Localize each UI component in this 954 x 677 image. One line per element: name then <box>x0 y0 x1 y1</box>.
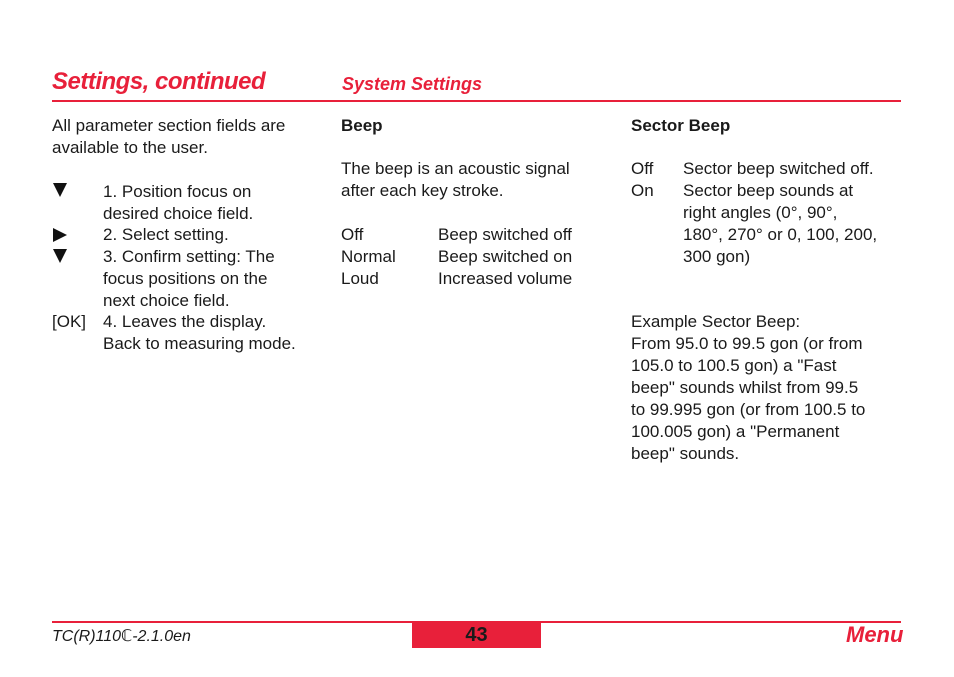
page-title: Settings, continued <box>52 68 266 95</box>
sector-option-off-desc: Sector beep switched off. <box>683 159 874 178</box>
intro-text: All parameter section fields are available to the user. <box>52 116 286 157</box>
menu-link[interactable]: Menu <box>846 622 904 647</box>
arrow-down-icon <box>53 183 67 197</box>
sector-option-on: On <box>631 181 654 200</box>
page-number: 43 <box>412 622 541 648</box>
sector-option-on-desc: Sector beep sounds at right angles (0°, 90°, 180°, 270° or 0, 100, 200, 300 gon) <box>683 181 878 266</box>
arrow-down-icon <box>53 249 67 263</box>
step-1: 1. Position focus on desired choice field. <box>103 182 254 223</box>
ok-key-label: [OK] <box>52 312 87 331</box>
sector-beep-heading: Sector Beep <box>631 116 731 135</box>
step-3: 3. Confirm setting: The focus positions on the next choice field. <box>103 247 275 310</box>
beep-option-values: Beep switched off Beep switched on Increased volume <box>438 225 573 288</box>
beep-description: The beep is an acoustic signal after each key stroke. <box>341 159 570 200</box>
arrow-right-icon <box>53 228 67 242</box>
sector-option-off: Off <box>631 159 654 178</box>
sector-beep-example: Example Sector Beep: From 95.0 to 99.5 gon (or from 105.0 to 100.5 gon) a "Fast beep" sounds whilst from 99.5 to 99.995 gon (or from 100.5 to 100.005 gon) a "Permanent beep" sounds. <box>631 312 866 463</box>
section-subtitle: System Settings <box>342 74 483 94</box>
step-4: 4. Leaves the display. Back to measuring mode. <box>103 312 296 353</box>
step-2: 2. Select setting. <box>103 225 229 244</box>
header-divider <box>52 100 901 102</box>
document-id: TC(R)110ℂ-2.1.0en <box>52 628 191 645</box>
beep-option-names: Off Normal Loud <box>341 225 396 288</box>
beep-heading: Beep <box>341 116 383 135</box>
